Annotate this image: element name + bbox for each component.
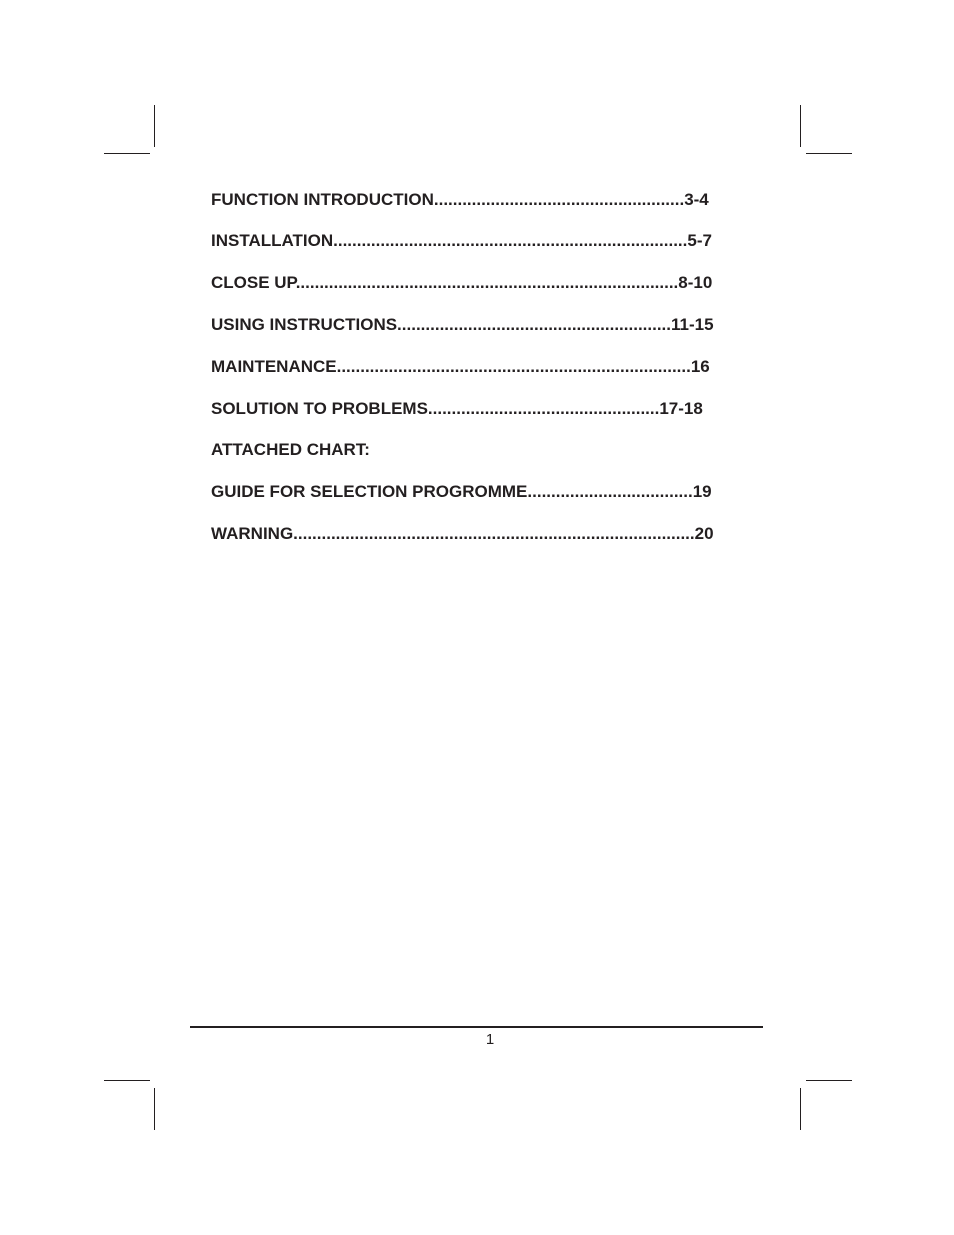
toc-entry-solution-to-problems: SOLUTION TO PROBLEMS.................................................17-18 — [211, 399, 703, 418]
crop-mark-top-right-vertical — [800, 105, 801, 147]
crop-mark-bottom-right-vertical — [800, 1088, 801, 1130]
crop-mark-top-left-vertical — [154, 105, 155, 147]
toc-entry-function-introduction: FUNCTION INTRODUCTION.....................................................3-4 — [211, 190, 709, 209]
toc-entry-installation: INSTALLATION...........................................................................5-7 — [211, 231, 712, 250]
toc-entry-maintenance: MAINTENANCE...........................................................................16 — [211, 357, 710, 376]
footer-rule — [190, 1026, 763, 1028]
toc-entry-close-up: CLOSE UP.................................................................................8-10 — [211, 273, 713, 292]
toc-entry-guide-for-selection: GUIDE FOR SELECTION PROGROMME...................................19 — [211, 482, 712, 501]
toc-heading-attached-chart: ATTACHED CHART: — [211, 440, 370, 459]
crop-mark-top-left-horizontal — [104, 153, 150, 154]
page-number: 1 — [485, 1031, 495, 1048]
crop-mark-bottom-right-horizontal — [806, 1080, 852, 1081]
crop-mark-bottom-left-vertical — [154, 1088, 155, 1130]
crop-mark-top-right-horizontal — [806, 153, 852, 154]
crop-mark-bottom-left-horizontal — [104, 1080, 150, 1081]
toc-entry-warning: WARNING.....................................................................................20 — [211, 524, 714, 543]
toc-entry-using-instructions: USING INSTRUCTIONS..........................................................11-15 — [211, 315, 714, 334]
